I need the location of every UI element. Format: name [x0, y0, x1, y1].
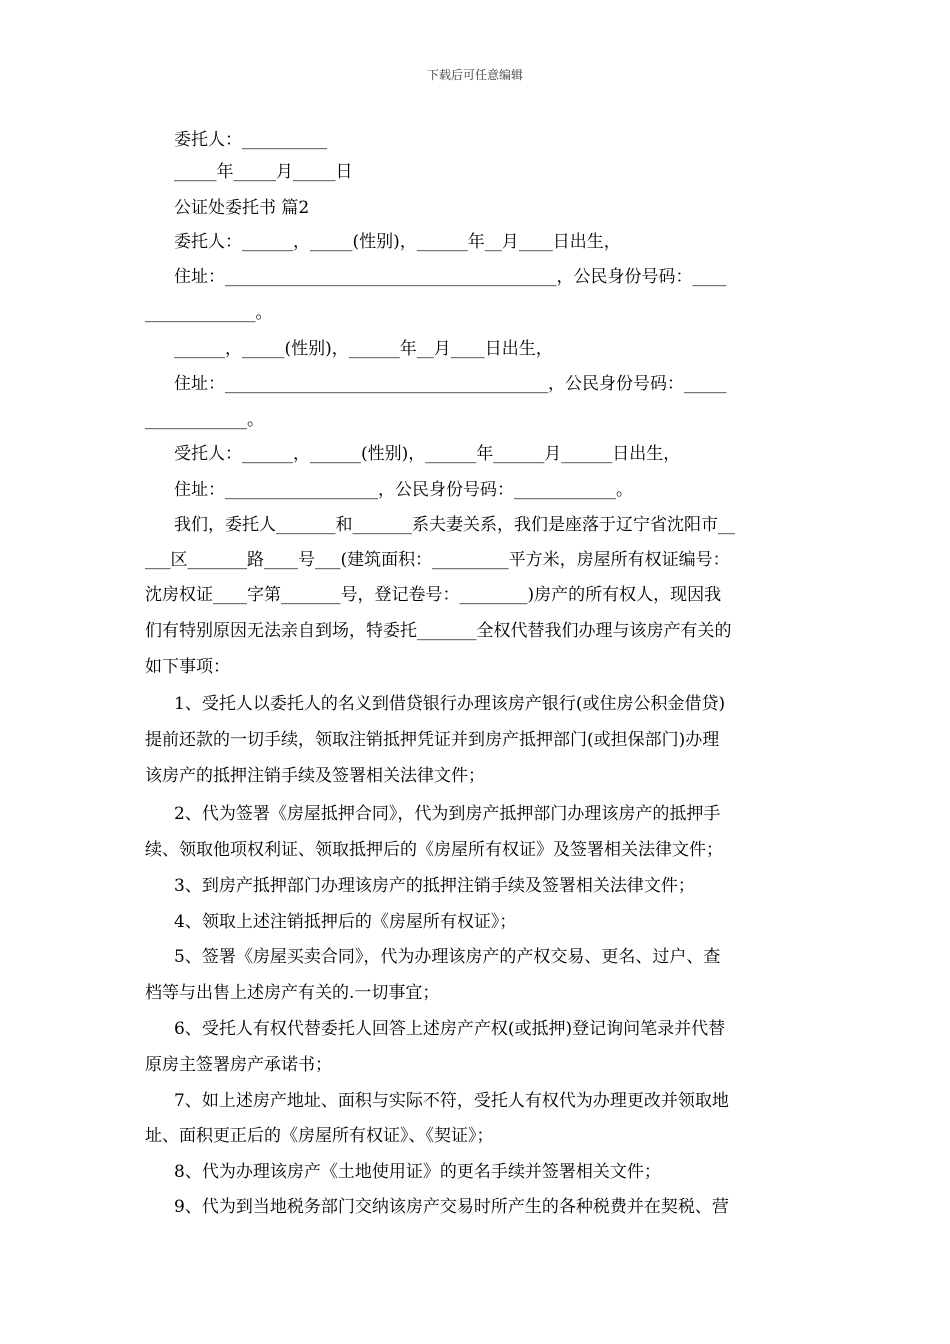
- text-line: 住址：______________________________________，公民身份号码：_____: [174, 374, 727, 394]
- text-line: ___区_______路____号___(建筑面积：_________平方米，房屋所有权证编号：: [145, 550, 730, 570]
- text-line: 委托人：______，_____(性别)，______年__月____日出生，: [174, 232, 621, 252]
- text-line: 原房主签署房产承诺书；: [145, 1055, 332, 1075]
- text-line: 4、领取上述注销抵押后的《房屋所有权证》；: [174, 912, 517, 932]
- page-header: 下载后可任意编辑: [426, 68, 523, 82]
- text-line: 址、面积更正后的《房屋所有权证》、《契证》；: [145, 1126, 494, 1146]
- text-line: 如下事项：: [145, 657, 230, 677]
- text-line: 该房产的抵押注销手续及签署相关法律文件；: [145, 766, 485, 786]
- text-line: 8、代为办理该房产《土地使用证》的更名手续并签署相关文件；: [174, 1162, 661, 1182]
- text-line: 提前还款的一切手续，领取注销抵押凭证并到房产抵押部门(或担保部门)办理: [145, 730, 720, 750]
- text-line: 5、签署《房屋买卖合同》，代为办理该房产的产权交易、更名、过户、查: [174, 947, 721, 967]
- text-line: 1、受托人以委托人的名义到借贷银行办理该房产银行(或住房公积金借贷): [174, 694, 726, 714]
- text-line: _____年_____月_____日: [174, 162, 353, 182]
- text-line: 2、代为签署《房屋抵押合同》，代为到房产抵押部门办理该房产的抵押手: [174, 804, 721, 824]
- text-line: 们有特别原因无法亲自到场，特委托_______全权代替我们办理与该房产有关的: [145, 621, 732, 641]
- text-line: 沈房权证____字第_______号，登记卷号：________)房产的所有权人，现因我: [145, 585, 722, 605]
- text-line: 9、代为到当地税务部门交纳该房产交易时所产生的各种税费并在契税、营: [174, 1197, 729, 1217]
- text-line: 住址：__________________，公民身份号码：____________。: [174, 480, 633, 500]
- text-line: 6、受托人有权代替委托人回答上述房产产权(或抵押)登记询问笔录并代替: [174, 1019, 726, 1039]
- text-line: ____________。: [145, 410, 264, 430]
- text-line: 公证处委托书 篇2: [174, 198, 310, 218]
- text-line: 受托人：______，______(性别)，______年______月______日出生，: [174, 444, 681, 464]
- text-line: _____________。: [145, 303, 273, 323]
- text-line: 我们，委托人_______和_______系夫妻关系，我们是座落于辽宁省沈阳市__: [174, 515, 735, 535]
- text-line: 档等与出售上述房产有关的.一切事宜；: [145, 983, 440, 1003]
- text-line: 3、到房产抵押部门办理该房产的抵押注销手续及签署相关法律文件；: [174, 876, 695, 896]
- text-line: 住址：_______________________________________，公民身份号码：____: [174, 267, 727, 287]
- text-line: 委托人：__________: [174, 130, 327, 150]
- text-line: 7、如上述房产地址、面积与实际不符，受托人有权代为办理更改并领取地: [174, 1091, 729, 1111]
- text-line: 续、领取他项权利证、领取抵押后的《房屋所有权证》及签署相关法律文件；: [145, 840, 723, 860]
- text-line: ______，_____(性别)，______年__月____日出生，: [174, 339, 553, 359]
